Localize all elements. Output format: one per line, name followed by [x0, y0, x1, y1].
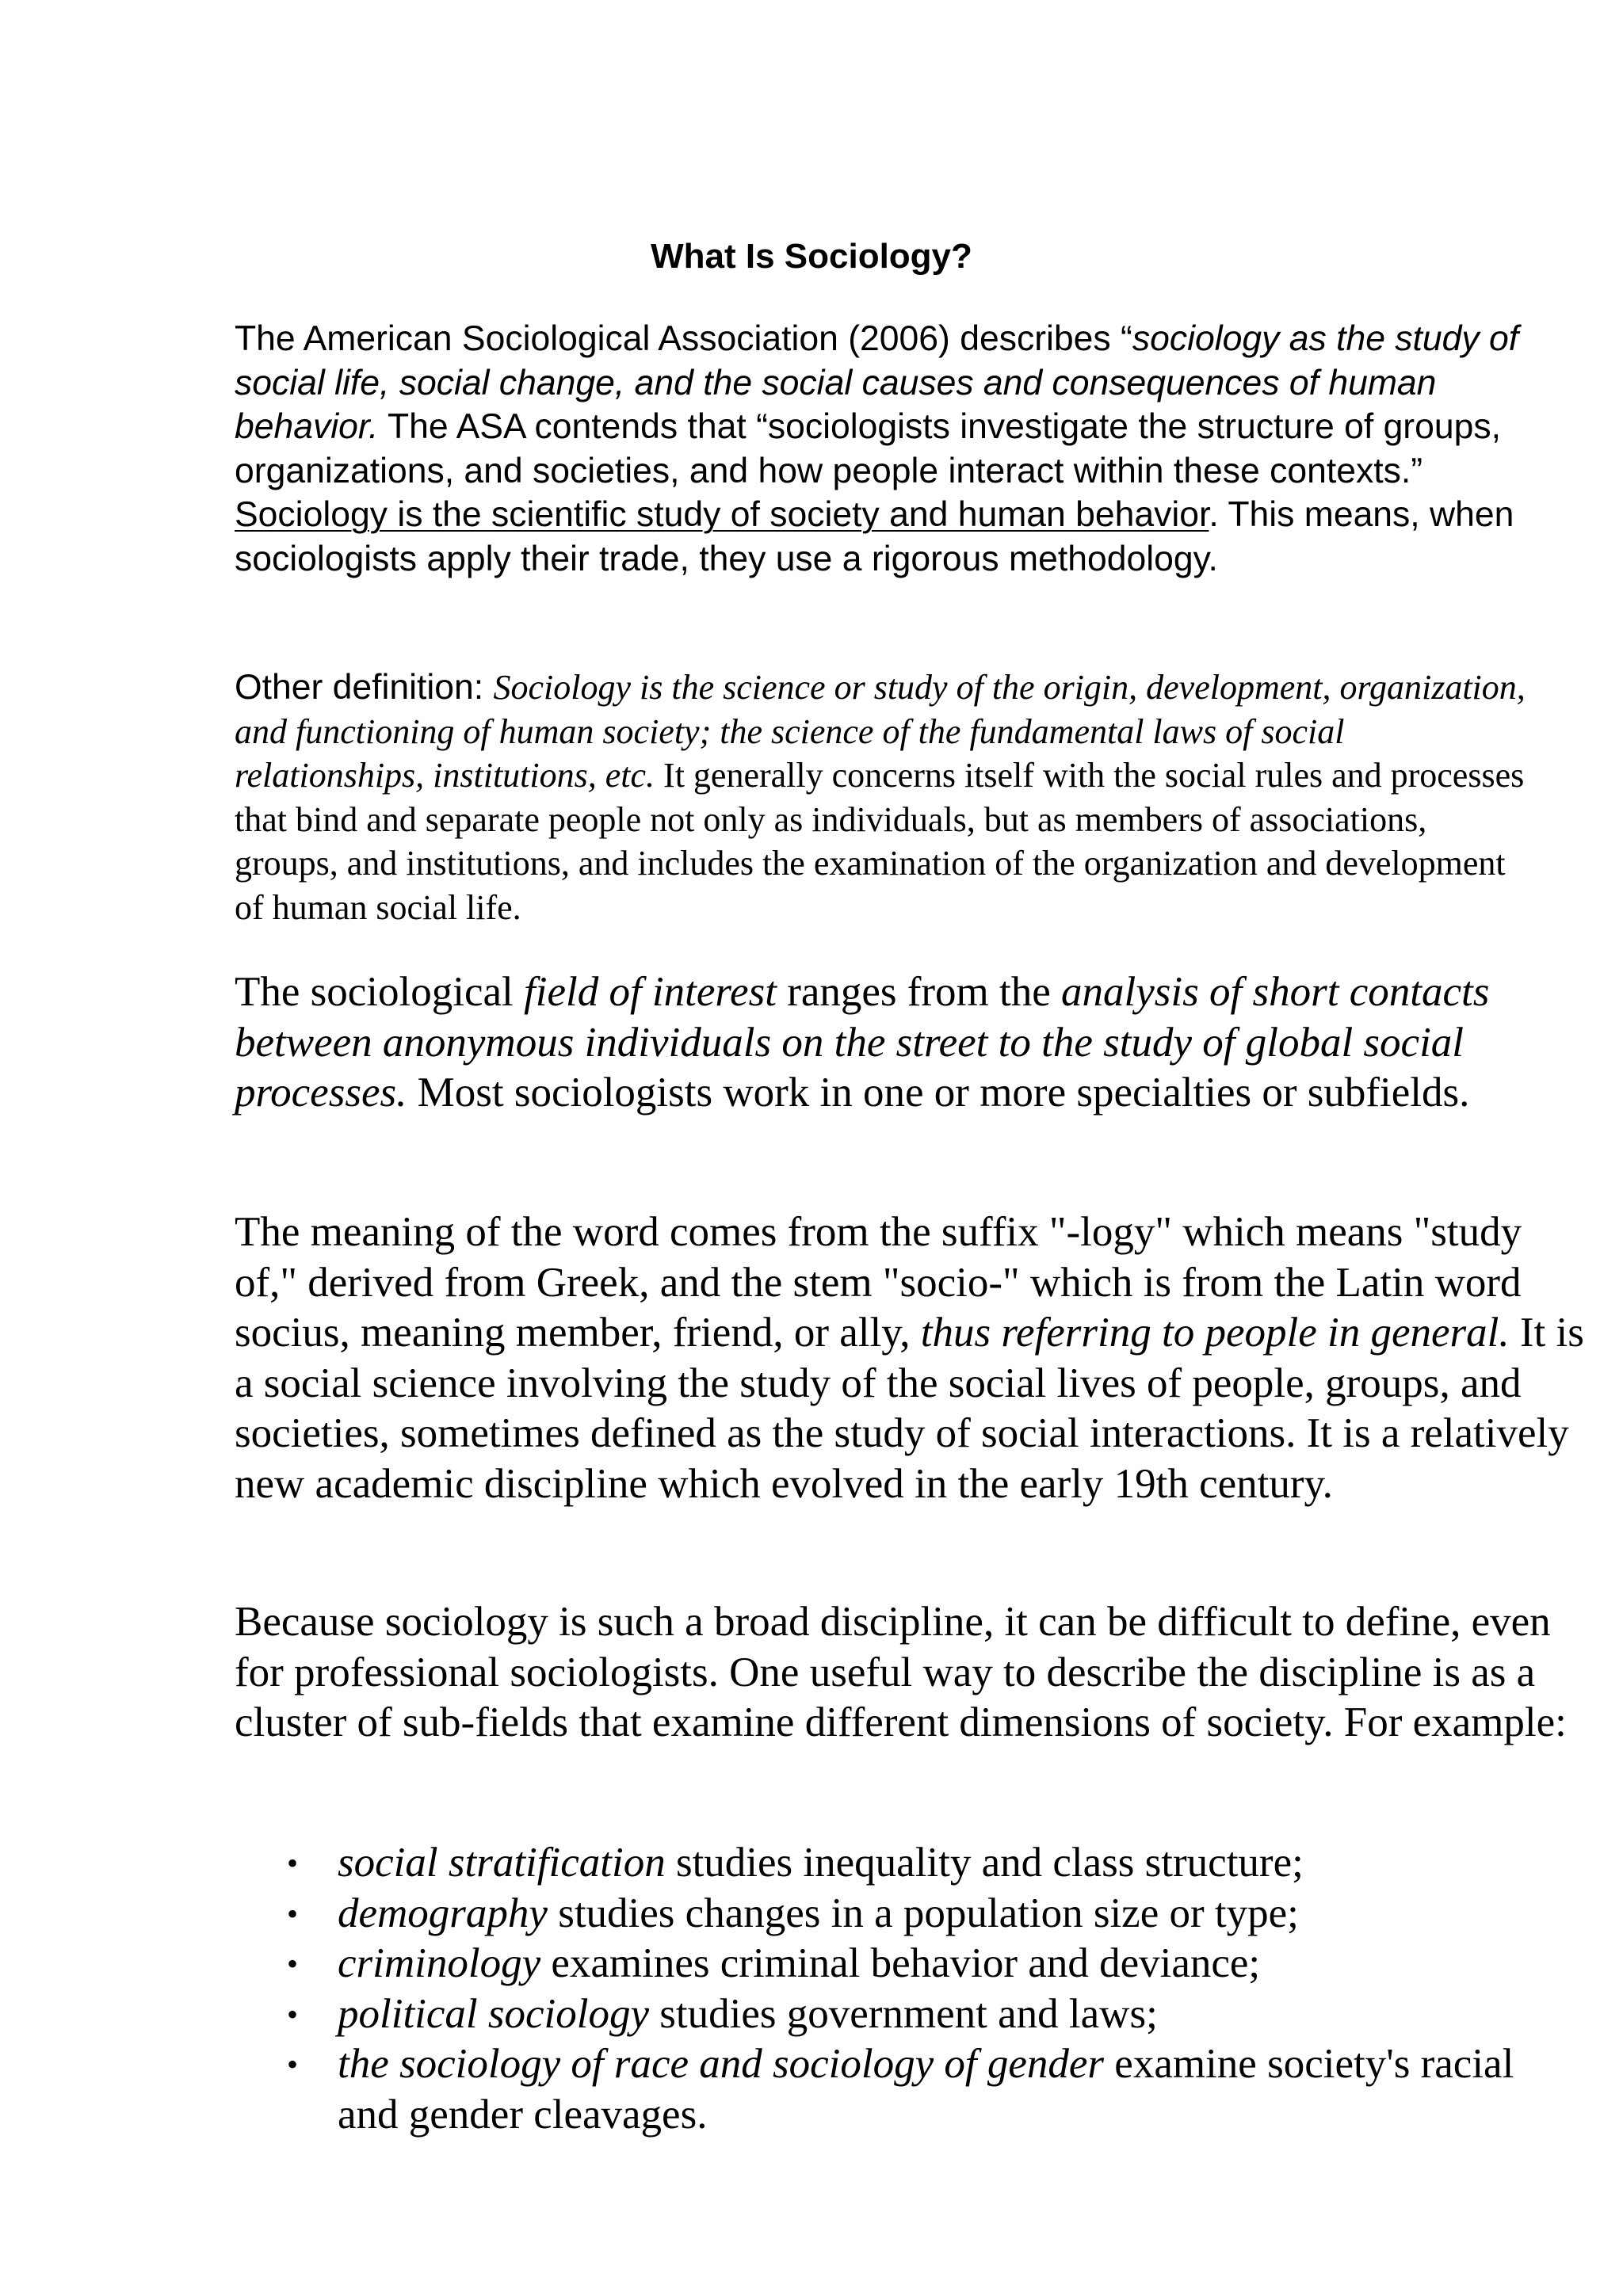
list-item-text: studies government and laws; [649, 1990, 1158, 2037]
p1-text-1: The American Sociological Association (2006) describes “ [235, 319, 1132, 358]
p3-italic-1: field of interest [524, 969, 777, 1015]
p3-text-2: ranges from the [776, 969, 1062, 1015]
p1-underlined-definition: Sociology is the scientific study of society and human behavior [235, 495, 1209, 534]
list-item-term: the sociology of race and sociology of gender [338, 2041, 1105, 2087]
p4-italic: thus referring to people in general. [920, 1310, 1510, 1356]
bullet-icon: • [287, 1895, 299, 1932]
p3-italic-2: analysis of short contacts between anonymous individuals on the street to the study of global social processes. [235, 969, 1490, 1116]
list-item-term: social stratification [338, 1840, 666, 1886]
subfields-list [235, 1838, 1566, 2140]
broad-discipline-paragraph: Because sociology is such a broad discipline, it can be difficult to define, even for professional sociologists. One useful way to describe the discipline is as a cluster of sub-fields that examine different dimensions of society. For example: [235, 1599, 1567, 1745]
p1-italic-quote: sociology as the study of social life, social change, and the social causes and consequences of human behavior. [235, 319, 1519, 446]
list-item-text: examines criminal behavior and deviance; [540, 1940, 1261, 1986]
list-item [235, 2039, 1566, 2140]
bullet-icon: • [287, 1845, 299, 1881]
list-item-text: examine society's racial and gender cleavages. [338, 2041, 1514, 2138]
field-of-interest-paragraph [235, 967, 1590, 1119]
list-item [235, 1889, 1566, 1939]
p2-text: It generally concerns itself with the social rules and processes that bind and separate people not only as individuals, but as members of associations, groups, and institutions, and includes the examination of the organization and development of human social life. [235, 756, 1525, 927]
other-definition-paragraph [235, 666, 1534, 929]
bullet-icon: • [287, 2046, 299, 2082]
list-item-text: studies changes in a population size or type; [547, 1890, 1299, 1936]
p1-text-3: . This means, when sociologists apply their trade, they use a rigorous methodology. [235, 495, 1514, 578]
bullet-icon: • [287, 1946, 299, 1981]
p3-text-1: The sociological [235, 969, 524, 1015]
list-item [235, 1939, 1566, 1989]
p2-lead: Other definition: [235, 668, 494, 707]
asa-definition-paragraph [235, 317, 1566, 581]
p4-text-1: The meaning of the word comes from the suffix "-logy" which means "study of," derived from Greek, and the stem "socio-" which is from the Latin word socius, meaning member, friend, or ally, [235, 1209, 1522, 1356]
list-item-text: studies inequality and class structure; [665, 1840, 1304, 1886]
list-item-term: demography [338, 1890, 548, 1936]
p2-italic-definition: Sociology is the science or study of the origin, development, organization, and functioning of human society; the science of the fundamental laws of social relationships, institutions, etc. [235, 668, 1526, 795]
p1-text-2: The ASA contends that “sociologists investigate the structure of groups, organizations, and societies, and how people interact within these contexts.” [235, 407, 1501, 490]
list-item [235, 1838, 1566, 1889]
page-title: What Is Sociology? [651, 237, 972, 276]
list-item [235, 1989, 1566, 2040]
p4-text-2: It is a social science involving the study of the social lives of people, groups, and societies, sometimes defined as the study of social interactions. It is a relatively new academic discipline which evolved in the early 19th century. [235, 1310, 1584, 1507]
bullet-icon: • [287, 1996, 299, 2032]
list-item-term: political sociology [338, 1990, 650, 2037]
p3-text-3: Most sociologists work in one or more specialties or subfields. [407, 1070, 1470, 1116]
word-meaning-paragraph [235, 1207, 1590, 1509]
list-item-term: criminology [338, 1940, 541, 1986]
